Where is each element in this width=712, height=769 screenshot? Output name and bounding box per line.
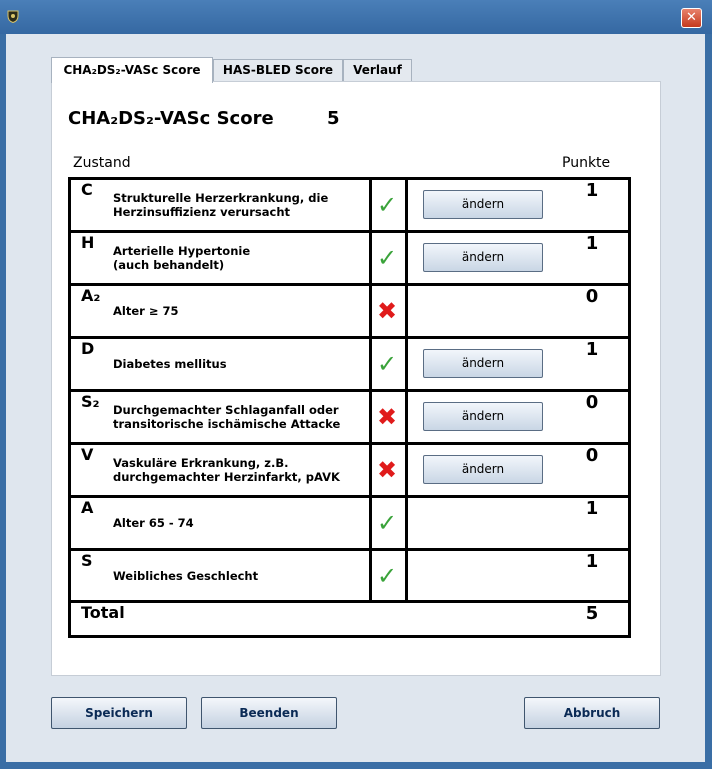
checkmark-icon: ✓ xyxy=(376,562,398,590)
criterion-label: Strukturelle Herzerkrankung, die Herzinsuffizienz verursacht xyxy=(113,191,329,219)
table-row xyxy=(71,498,628,548)
checkmark-icon: ✓ xyxy=(376,350,398,378)
criterion-label: Durchgemachter Schlaganfall oder transitorische ischämische Attacke xyxy=(113,403,341,431)
change-button[interactable]: ändern xyxy=(423,243,543,272)
column-header-condition: Zustand xyxy=(73,155,131,171)
criterion-points: 0 xyxy=(585,392,599,413)
cross-icon: ✖ xyxy=(376,297,398,325)
tab-verlauf[interactable]: Verlauf xyxy=(343,59,412,81)
table-row xyxy=(71,180,628,230)
criterion-letter: A₂ xyxy=(81,286,101,305)
criterion-label: Alter ≥ 75 xyxy=(113,304,179,318)
table-row xyxy=(71,339,628,389)
shield-icon xyxy=(7,10,19,23)
close-button[interactable]: ✕ xyxy=(681,8,702,28)
row-divider xyxy=(71,600,628,603)
cancel-button[interactable]: Abbruch xyxy=(524,697,660,729)
table-row xyxy=(71,551,628,601)
criterion-points: 1 xyxy=(585,551,599,572)
criterion-label: Arterielle Hypertonie (auch behandelt) xyxy=(113,244,251,272)
criterion-letter: D xyxy=(81,339,95,358)
change-button[interactable]: ändern xyxy=(423,349,543,378)
change-button[interactable]: ändern xyxy=(423,402,543,431)
table-row xyxy=(71,445,628,495)
quit-button[interactable]: Beenden xyxy=(201,697,337,729)
tab-cha2ds2-vasc[interactable]: CHA₂DS₂-VASc Score xyxy=(51,57,213,83)
criterion-label: Weibliches Geschlecht xyxy=(113,569,259,583)
tab-has-bled[interactable]: HAS-BLED Score xyxy=(213,59,343,81)
criterion-letter: C xyxy=(81,180,93,199)
total-points: 5 xyxy=(585,603,599,624)
score-title: CHA₂DS₂-VASc Score xyxy=(68,108,274,129)
save-button[interactable]: Speichern xyxy=(51,697,187,729)
score-value: 5 xyxy=(327,108,340,129)
criterion-points: 1 xyxy=(585,233,599,254)
criterion-points: 0 xyxy=(585,286,599,307)
table-row xyxy=(71,392,628,442)
checkmark-icon: ✓ xyxy=(376,191,398,219)
column-header-points: Punkte xyxy=(562,155,611,171)
cross-icon: ✖ xyxy=(376,403,398,431)
checkmark-icon: ✓ xyxy=(376,244,398,272)
criterion-label: Alter 65 - 74 xyxy=(113,516,194,530)
criteria-table xyxy=(68,177,631,638)
checkmark-icon: ✓ xyxy=(376,509,398,537)
criterion-points: 1 xyxy=(585,339,599,360)
change-button[interactable]: ändern xyxy=(423,190,543,219)
criterion-points: 0 xyxy=(585,445,599,466)
table-row xyxy=(71,233,628,283)
criterion-letter: A xyxy=(81,498,94,517)
dialog-client-area xyxy=(6,34,705,762)
criterion-letter: H xyxy=(81,233,95,252)
criterion-letter: V xyxy=(81,445,94,464)
table-row xyxy=(71,286,628,336)
criterion-label: Diabetes mellitus xyxy=(113,357,227,371)
change-button[interactable]: ändern xyxy=(423,455,543,484)
criterion-points: 1 xyxy=(585,180,599,201)
total-label: Total xyxy=(81,603,125,622)
criterion-points: 1 xyxy=(585,498,599,519)
criterion-letter: S xyxy=(81,551,93,570)
criterion-letter: S₂ xyxy=(81,392,100,411)
criterion-label: Vaskuläre Erkrankung, z.B. durchgemachter Herzinfarkt, pAVK xyxy=(113,456,340,484)
title-bar xyxy=(0,0,712,34)
cross-icon: ✖ xyxy=(376,456,398,484)
